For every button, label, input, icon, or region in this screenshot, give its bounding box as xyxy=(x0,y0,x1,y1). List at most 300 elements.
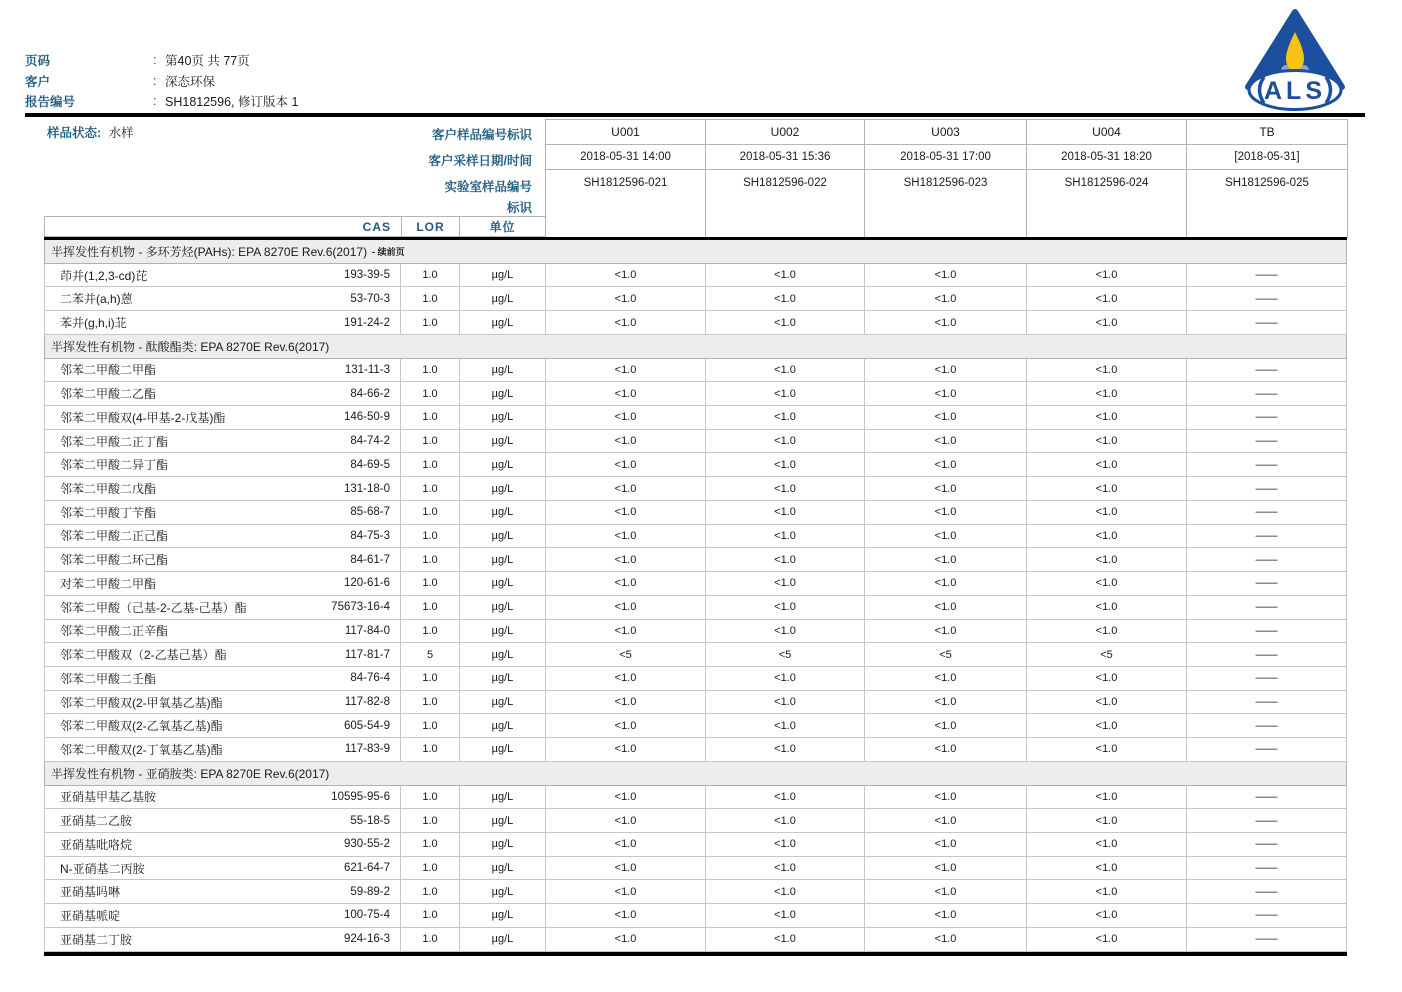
lab-sample-number-cell: SH1812596-025 xyxy=(1187,170,1348,238)
lab-sample-number-cell: SH1812596-022 xyxy=(706,170,865,238)
result-value: <1.0 xyxy=(865,904,1027,927)
result-value: <1.0 xyxy=(546,857,706,880)
unit-value: µg/L xyxy=(460,904,546,927)
section-header xyxy=(44,335,1347,359)
unit-value: µg/L xyxy=(460,382,546,405)
result-value: —— xyxy=(1255,624,1278,637)
result-value: <1.0 xyxy=(546,786,706,809)
result-value: <1.0 xyxy=(1027,738,1187,761)
result-value: <1.0 xyxy=(865,501,1027,524)
lor-value: 1.0 xyxy=(401,406,460,429)
result-value: —— xyxy=(1255,885,1278,898)
result-value: <1.0 xyxy=(865,667,1027,690)
table-row xyxy=(44,880,1347,904)
cas-number: 193-39-5 xyxy=(343,269,390,282)
result-value: <1.0 xyxy=(546,572,706,595)
result-value: <1.0 xyxy=(546,430,706,453)
cas-number: 117-84-0 xyxy=(344,624,390,637)
result-value: <1.0 xyxy=(865,264,1027,287)
analyte-cell xyxy=(45,620,401,643)
table-row xyxy=(44,453,1347,477)
unit-value: µg/L xyxy=(460,287,546,310)
cas-number: 84-66-2 xyxy=(350,387,390,400)
analyte-name: 邻苯二甲酸双(4-甲基-2-戊基)酯 xyxy=(60,410,226,425)
result-value: <1.0 xyxy=(1027,359,1187,382)
unit-value: µg/L xyxy=(460,857,546,880)
lor-value: 1.0 xyxy=(401,453,460,476)
analyte-name: 邻苯二甲酸双(2-乙氧基乙基)酯 xyxy=(60,719,223,734)
sample-datetime-cell: [2018-05-31] xyxy=(1187,145,1348,170)
result-value: <1.0 xyxy=(865,738,1027,761)
result-value: <1.0 xyxy=(706,501,865,524)
result-value: <1.0 xyxy=(546,311,706,334)
result-value: <1.0 xyxy=(1027,525,1187,548)
analyte-name: 邻苯二甲酸双(2-丁氧基乙基)酯 xyxy=(60,742,223,757)
result-value: <1.0 xyxy=(1027,311,1187,334)
result-value: <1.0 xyxy=(706,406,865,429)
result-value: <1.0 xyxy=(1027,667,1187,690)
cas-number: 131-11-3 xyxy=(344,363,390,376)
analyte-name: 邻苯二甲酸二壬酯 xyxy=(60,671,157,686)
result-value: <1.0 xyxy=(546,406,706,429)
analyte-column-header xyxy=(44,216,546,237)
analyte-name: 亚硝基二乙胺 xyxy=(60,814,133,829)
sample-header-labels xyxy=(330,122,532,221)
logo-text: ALS xyxy=(1264,77,1326,105)
sample-status xyxy=(47,123,134,141)
analyte-name: 邻苯二甲酸二正己酯 xyxy=(60,529,169,544)
result-value: <1.0 xyxy=(706,880,865,903)
unit-value: µg/L xyxy=(460,453,546,476)
analyte-cell xyxy=(45,382,401,405)
unit-value: µg/L xyxy=(460,477,546,500)
cas-number: 84-74-2 xyxy=(350,435,390,448)
section-title: 半挥发性有机物 - 多环芳烃(PAHs): EPA 8270E Rev.6(2017) xyxy=(51,244,368,259)
unit-value: µg/L xyxy=(460,572,546,595)
analyte-cell xyxy=(45,264,401,287)
result-value: —— xyxy=(1255,482,1278,495)
cas-number: 85-68-7 xyxy=(350,506,390,519)
results-table xyxy=(44,240,1347,952)
lor-column-header: LOR xyxy=(401,217,459,236)
result-value: <1.0 xyxy=(1027,880,1187,903)
result-value: <1.0 xyxy=(706,382,865,405)
result-value: <1.0 xyxy=(865,287,1027,310)
section-continued-note: - 续前页 xyxy=(372,246,405,257)
unit-value: µg/L xyxy=(460,691,546,714)
cas-number: 117-81-7 xyxy=(344,648,390,661)
analyte-cell xyxy=(45,548,401,571)
analyte-cell xyxy=(45,359,401,382)
meta-row-client xyxy=(25,71,298,92)
lor-value: 1.0 xyxy=(401,501,460,524)
result-value: <1.0 xyxy=(546,525,706,548)
lor-value: 1.0 xyxy=(401,596,460,619)
result-value: <1.0 xyxy=(706,857,865,880)
result-value: <5 xyxy=(546,643,706,666)
result-value: <1.0 xyxy=(706,548,865,571)
unit-value: µg/L xyxy=(460,643,546,666)
cas-number: 117-82-8 xyxy=(344,696,390,709)
colon-separator: : xyxy=(153,94,157,109)
result-value: <1.0 xyxy=(546,596,706,619)
result-value: <1.0 xyxy=(546,287,706,310)
result-value: <1.0 xyxy=(865,857,1027,880)
sample-status-label: 样品状态: xyxy=(47,126,102,140)
result-value: <1.0 xyxy=(546,714,706,737)
unit-value: µg/L xyxy=(460,786,546,809)
analyte-cell xyxy=(45,311,401,334)
analyte-cell xyxy=(45,786,401,809)
unit-value: µg/L xyxy=(460,359,546,382)
result-value: <1.0 xyxy=(546,738,706,761)
analyte-cell xyxy=(45,928,401,951)
result-value: <1.0 xyxy=(706,667,865,690)
analyte-name: 邻苯二甲酸二乙酯 xyxy=(60,387,157,402)
table-row xyxy=(44,643,1347,667)
analyte-cell xyxy=(45,904,401,927)
analyte-cell xyxy=(45,596,401,619)
cas-number: 930-55-2 xyxy=(343,838,390,851)
lor-value: 1.0 xyxy=(401,714,460,737)
cas-number: 100-75-4 xyxy=(343,909,390,922)
cas-number: 621-64-7 xyxy=(343,862,390,875)
lor-value: 1.0 xyxy=(401,287,460,310)
analyte-cell xyxy=(45,809,401,832)
result-value: <1.0 xyxy=(1027,548,1187,571)
result-value: <1.0 xyxy=(865,453,1027,476)
unit-value: µg/L xyxy=(460,738,546,761)
analyte-name: 茚并(1,2,3-cd)芘 xyxy=(60,268,148,283)
cas-number: 75673-16-4 xyxy=(331,601,390,614)
cas-number: 146-50-9 xyxy=(343,411,390,424)
section-header xyxy=(44,762,1347,786)
result-value: —— xyxy=(1255,435,1278,448)
sample-status-value: 水样 xyxy=(108,126,134,140)
sample-id-cell: TB xyxy=(1187,120,1348,145)
report-number-label: 报告编号 xyxy=(25,95,76,110)
result-value: —— xyxy=(1255,719,1278,732)
result-value: —— xyxy=(1255,292,1278,305)
analyte-name: 邻苯二甲酸二戊酯 xyxy=(60,482,157,497)
sampling-datetime-label: 客户采样日期/时间 xyxy=(428,154,532,168)
result-value: <1.0 xyxy=(865,572,1027,595)
analyte-cell xyxy=(45,691,401,714)
result-value: <1.0 xyxy=(865,786,1027,809)
client-label: 客户 xyxy=(25,74,51,89)
table-row xyxy=(44,477,1347,501)
lor-value: 1.0 xyxy=(401,477,460,500)
analyte-cell xyxy=(45,501,401,524)
unit-value: µg/L xyxy=(460,833,546,856)
table-row xyxy=(44,382,1347,406)
report-number-value: SH1812596, 修订版本 1 xyxy=(165,95,299,110)
colon-separator: : xyxy=(153,53,157,68)
result-value: —— xyxy=(1255,411,1278,424)
table-row xyxy=(44,406,1347,430)
sample-columns-grid xyxy=(545,119,1348,238)
table-row xyxy=(44,857,1347,881)
cas-number: 191-24-2 xyxy=(343,316,390,329)
result-value: <1.0 xyxy=(1027,430,1187,453)
result-value: <1.0 xyxy=(865,359,1027,382)
result-value: <1.0 xyxy=(546,501,706,524)
sample-id-cell: U004 xyxy=(1027,120,1187,145)
table-row xyxy=(44,691,1347,715)
analyte-name: 邻苯二甲酸二甲酯 xyxy=(60,363,157,378)
result-value: <1.0 xyxy=(546,880,706,903)
result-value: <1.0 xyxy=(865,714,1027,737)
analyte-name: 苯并(g,h,i)苝 xyxy=(60,316,127,331)
result-value: —— xyxy=(1255,743,1278,756)
unit-value: µg/L xyxy=(460,525,546,548)
section-title: 半挥发性有机物 - 亚硝胺类: EPA 8270E Rev.6(2017) xyxy=(51,766,330,781)
result-value: <5 xyxy=(706,643,865,666)
lor-value: 1.0 xyxy=(401,620,460,643)
analyte-cell xyxy=(45,857,401,880)
result-value: <1.0 xyxy=(865,928,1027,951)
table-row xyxy=(44,786,1347,810)
result-value: <1.0 xyxy=(706,786,865,809)
unit-value: µg/L xyxy=(460,880,546,903)
analyte-name: 亚硝基甲基乙基胺 xyxy=(60,790,157,805)
result-value: <1.0 xyxy=(1027,809,1187,832)
sample-id-cell: U003 xyxy=(865,120,1027,145)
result-value: <1.0 xyxy=(1027,857,1187,880)
section-title: 半挥发性有机物 - 酞酸酯类: EPA 8270E Rev.6(2017) xyxy=(51,339,330,354)
unit-value: µg/L xyxy=(460,311,546,334)
unit-value: µg/L xyxy=(460,501,546,524)
result-value: <1.0 xyxy=(1027,382,1187,405)
result-value: —— xyxy=(1255,506,1278,519)
result-value: <1.0 xyxy=(865,477,1027,500)
result-value: <1.0 xyxy=(1027,287,1187,310)
result-value: <1.0 xyxy=(1027,501,1187,524)
result-value: —— xyxy=(1255,933,1278,946)
result-value: <1.0 xyxy=(706,572,865,595)
lor-value: 1.0 xyxy=(401,857,460,880)
cas-number: 55-18-5 xyxy=(350,814,390,827)
unit-value: µg/L xyxy=(460,928,546,951)
als-logo xyxy=(1243,6,1347,112)
table-row xyxy=(44,667,1347,691)
result-value: <1.0 xyxy=(706,359,865,382)
page-number-label: 页码 xyxy=(25,54,51,69)
analyte-name: 邻苯二甲酸双(2-甲氧基乙基)酯 xyxy=(60,695,223,710)
table-row xyxy=(44,311,1347,335)
result-value: <1.0 xyxy=(546,833,706,856)
analyte-name: N-亚硝基二丙胺 xyxy=(60,861,145,876)
result-value: <1.0 xyxy=(1027,620,1187,643)
result-value: —— xyxy=(1255,529,1278,542)
result-value: <1.0 xyxy=(546,691,706,714)
cas-number: 84-76-4 xyxy=(350,672,390,685)
table-row xyxy=(44,264,1347,288)
table-row xyxy=(44,596,1347,620)
client-value: 深态环保 xyxy=(165,74,216,89)
result-value: <1.0 xyxy=(865,596,1027,619)
unit-value: µg/L xyxy=(460,264,546,287)
table-row xyxy=(44,359,1347,383)
unit-value: µg/L xyxy=(460,620,546,643)
analyte-cell xyxy=(45,430,401,453)
result-value: <5 xyxy=(865,643,1027,666)
lab-sample-number-cell: SH1812596-023 xyxy=(865,170,1027,238)
result-value: <1.0 xyxy=(865,430,1027,453)
meta-row-page xyxy=(25,50,298,71)
meta-row-report-number xyxy=(25,91,298,112)
result-value: <1.0 xyxy=(865,406,1027,429)
result-value: <1.0 xyxy=(1027,572,1187,595)
result-value: <1.0 xyxy=(1027,691,1187,714)
result-value: —— xyxy=(1255,696,1278,709)
unit-value: µg/L xyxy=(460,406,546,429)
result-value: <1.0 xyxy=(706,596,865,619)
result-value: <1.0 xyxy=(546,904,706,927)
sample-id-cell: U002 xyxy=(706,120,865,145)
lor-value: 1.0 xyxy=(401,691,460,714)
result-value: <1.0 xyxy=(546,809,706,832)
result-value: <1.0 xyxy=(865,880,1027,903)
lor-value: 1.0 xyxy=(401,928,460,951)
result-value: <1.0 xyxy=(706,904,865,927)
result-value: —— xyxy=(1255,862,1278,875)
page-number-value: 第40页 共 77页 xyxy=(165,54,250,69)
lor-value: 5 xyxy=(401,643,460,666)
result-value: <1.0 xyxy=(865,382,1027,405)
result-value: <1.0 xyxy=(546,620,706,643)
cas-number: 120-61-6 xyxy=(343,577,390,590)
section-header xyxy=(44,240,1347,264)
sample-datetime-cell: 2018-05-31 17:00 xyxy=(865,145,1027,170)
result-value: <1.0 xyxy=(865,691,1027,714)
result-value: <1.0 xyxy=(546,477,706,500)
analyte-name: 邻苯二甲酸二正丁酯 xyxy=(60,434,169,449)
result-value: <1.0 xyxy=(706,264,865,287)
result-value: <1.0 xyxy=(1027,453,1187,476)
report-meta xyxy=(25,50,298,112)
result-value: <1.0 xyxy=(546,382,706,405)
table-row xyxy=(44,904,1347,928)
result-value: —— xyxy=(1255,648,1278,661)
analyte-cell xyxy=(45,525,401,548)
lor-value: 1.0 xyxy=(401,572,460,595)
colon-separator: : xyxy=(153,73,157,88)
sample-datetime-cell: 2018-05-31 14:00 xyxy=(546,145,706,170)
result-value: <1.0 xyxy=(706,809,865,832)
cas-number: 924-16-3 xyxy=(343,933,390,946)
analyte-name: 亚硝基吗啉 xyxy=(60,885,121,900)
analyte-name: 亚硝基哌啶 xyxy=(60,908,121,923)
lor-value: 1.0 xyxy=(401,809,460,832)
result-value: —— xyxy=(1255,838,1278,851)
result-value: <1.0 xyxy=(865,525,1027,548)
cas-number: 605-54-9 xyxy=(343,719,390,732)
result-value: <1.0 xyxy=(706,287,865,310)
analyte-cell xyxy=(45,738,401,761)
lab-sample-number-label: 实验室样品编号 xyxy=(444,180,532,194)
sample-datetime-cell: 2018-05-31 18:20 xyxy=(1027,145,1187,170)
cas-number: 84-61-7 xyxy=(350,553,390,566)
result-value: —— xyxy=(1255,316,1278,329)
analyte-name: 亚硝基吡咯烷 xyxy=(60,837,133,852)
analyte-cell xyxy=(45,453,401,476)
unit-value: µg/L xyxy=(460,596,546,619)
result-value: —— xyxy=(1255,601,1278,614)
analyte-cell xyxy=(45,477,401,500)
result-value: <1.0 xyxy=(706,525,865,548)
result-value: <1.0 xyxy=(706,714,865,737)
result-value: —— xyxy=(1255,909,1278,922)
result-value: <1.0 xyxy=(865,311,1027,334)
analyte-name: 邻苯二甲酸二正辛酯 xyxy=(60,624,169,639)
lab-sample-number-cell: SH1812596-021 xyxy=(546,170,706,238)
table-row xyxy=(44,809,1347,833)
analyte-cell xyxy=(45,880,401,903)
result-value: <1.0 xyxy=(546,667,706,690)
analyte-name: 邻苯二甲酸二环己酯 xyxy=(60,553,169,568)
analyte-cell xyxy=(45,714,401,737)
result-value: —— xyxy=(1255,553,1278,566)
result-value: <1.0 xyxy=(706,430,865,453)
result-value: <1.0 xyxy=(1027,833,1187,856)
analyte-cell xyxy=(45,667,401,690)
unit-value: µg/L xyxy=(460,714,546,737)
result-value: <1.0 xyxy=(1027,264,1187,287)
header-divider-line xyxy=(25,113,1365,117)
table-row xyxy=(44,572,1347,596)
table-row xyxy=(44,738,1347,762)
cas-number: 10595-95-6 xyxy=(331,790,390,803)
lor-value: 1.0 xyxy=(401,382,460,405)
lor-value: 1.0 xyxy=(401,359,460,382)
analyte-name: 亚硝基二丁胺 xyxy=(60,932,133,947)
table-row xyxy=(44,928,1347,952)
result-value: <1.0 xyxy=(706,453,865,476)
table-row xyxy=(44,548,1347,572)
cas-number: 84-69-5 xyxy=(350,458,390,471)
result-value: <1.0 xyxy=(706,691,865,714)
result-value: <1.0 xyxy=(706,928,865,951)
cas-number: 117-83-9 xyxy=(344,743,390,756)
lor-value: 1.0 xyxy=(401,880,460,903)
result-value: —— xyxy=(1255,814,1278,827)
lab-sample-number-cell: SH1812596-024 xyxy=(1027,170,1187,238)
result-value: —— xyxy=(1255,269,1278,282)
result-value: —— xyxy=(1255,387,1278,400)
analyte-name: 邻苯二甲酸双（2-乙基己基）酯 xyxy=(60,648,227,663)
cas-number: 131-18-0 xyxy=(343,482,390,495)
analyte-cell xyxy=(45,287,401,310)
result-value: —— xyxy=(1255,790,1278,803)
cas-number: 59-89-2 xyxy=(350,885,390,898)
cas-number: 53-70-3 xyxy=(350,292,390,305)
result-value: <1.0 xyxy=(546,928,706,951)
als-logo-graphic xyxy=(1243,6,1347,112)
table-row xyxy=(44,714,1347,738)
result-value: <1.0 xyxy=(865,548,1027,571)
result-value: <1.0 xyxy=(546,453,706,476)
lor-value: 1.0 xyxy=(401,738,460,761)
result-value: —— xyxy=(1255,672,1278,685)
result-value: —— xyxy=(1255,363,1278,376)
unit-value: µg/L xyxy=(460,430,546,453)
lor-value: 1.0 xyxy=(401,786,460,809)
unit-value: µg/L xyxy=(460,667,546,690)
result-value: <1.0 xyxy=(706,620,865,643)
analyte-name: 对苯二甲酸二甲酯 xyxy=(60,576,157,591)
client-sample-id-label: 客户样品编号标识 xyxy=(431,128,532,142)
